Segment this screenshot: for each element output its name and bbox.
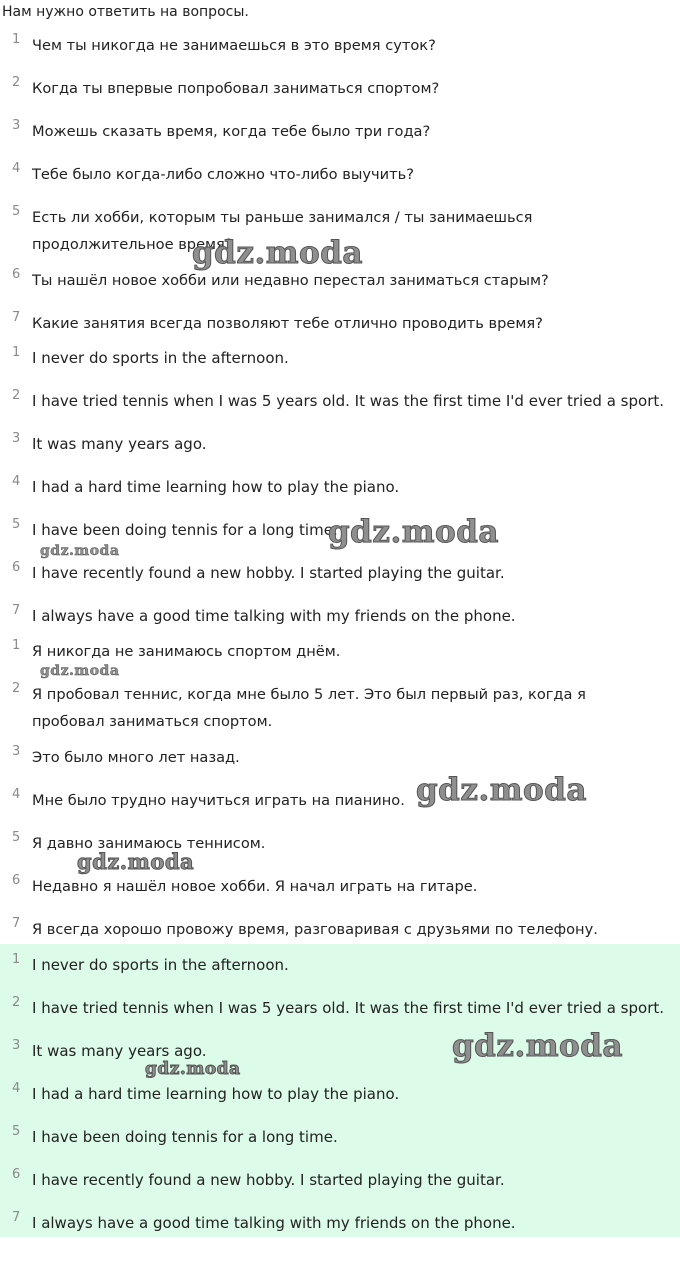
- intro-text: Нам нужно ответить на вопросы.: [2, 4, 249, 20]
- item-text: I have been doing tennis for a long time.: [32, 1128, 338, 1146]
- item-number: 5: [12, 830, 21, 845]
- answers-highlight-block: [0, 944, 680, 1237]
- item-text: I have tried tennis when I was 5 years old. It was the first time I'd ever tried a sport.: [32, 999, 665, 1017]
- item-number: 6: [12, 560, 21, 575]
- item-text: Мне было трудно научиться играть на пианино.: [32, 792, 405, 809]
- item-number: 7: [12, 1210, 21, 1225]
- item-number: 4: [12, 787, 21, 802]
- item-text: I always have a good time talking with my friends on the phone.: [32, 607, 516, 625]
- item-text: I have been doing tennis for a long time.: [32, 521, 338, 539]
- item-number: 1: [12, 952, 21, 967]
- item-number: 1: [12, 638, 21, 653]
- item-text: I never do sports in the afternoon.: [32, 956, 289, 974]
- item-text: Я давно занимаюсь теннисом.: [32, 835, 266, 852]
- item-number: 7: [12, 310, 21, 325]
- answers-en-list: [0, 345, 680, 635]
- item-text: I had a hard time learning how to play the piano.: [32, 1085, 400, 1103]
- item-number: 6: [12, 267, 21, 282]
- item-text: It was many years ago.: [32, 435, 207, 453]
- watermark: gdz.moda: [77, 849, 195, 874]
- watermark: gdz.moda: [416, 772, 587, 808]
- item-text: Это было много лет назад.: [32, 749, 240, 766]
- item-number: 2: [12, 681, 21, 696]
- item-number: 3: [12, 1038, 21, 1053]
- item-text: I have recently found a new hobby. I started playing the guitar.: [32, 1171, 505, 1189]
- item-text: Есть ли хобби, которым ты раньше занимался / ты занимаешься продолжительное время?: [32, 209, 533, 253]
- item-number: 3: [12, 744, 21, 759]
- item-text: Тебе было когда-либо сложно что-либо выучить?: [32, 166, 414, 183]
- item-number: 6: [12, 873, 21, 888]
- item-number: 2: [12, 75, 21, 90]
- item-text: Я никогда не занимаюсь спортом днём.: [32, 643, 341, 660]
- watermark: gdz.moda: [328, 514, 499, 550]
- item-number: 3: [12, 431, 21, 446]
- item-text: Чем ты никогда не занимаешься в это время суток?: [32, 37, 436, 54]
- item-number: 5: [12, 1124, 21, 1139]
- watermark: gdz.moda: [192, 235, 363, 271]
- item-number: 7: [12, 916, 21, 931]
- item-number: 2: [12, 995, 21, 1010]
- item-number: 2: [12, 388, 21, 403]
- item-text: I always have a good time talking with my friends on the phone.: [32, 1214, 516, 1232]
- item-text: Я пробовал теннис, когда мне было 5 лет. Это был первый раз, когда я пробовал заниматься спортом.: [32, 686, 586, 730]
- item-number: 4: [12, 474, 21, 489]
- item-text: Когда ты впервые попробовал заниматься спортом?: [32, 80, 440, 97]
- item-number: 7: [12, 603, 21, 618]
- item-number: 6: [12, 1167, 21, 1182]
- item-text: I never do sports in the afternoon.: [32, 349, 289, 367]
- item-text: I have tried tennis when I was 5 years old. It was the first time I'd ever tried a sport.: [32, 392, 665, 410]
- watermark: gdz.moda: [40, 663, 120, 679]
- item-text: Недавно я нашёл новое хобби. Я начал играть на гитаре.: [32, 878, 478, 895]
- item-number: 1: [12, 32, 21, 47]
- item-number: 4: [12, 161, 21, 176]
- item-text: Какие занятия всегда позволяют тебе отлично проводить время?: [32, 315, 543, 332]
- item-text: Я всегда хорошо провожу время, разговаривая с друзьями по телефону.: [32, 921, 598, 938]
- item-number: 1: [12, 345, 21, 360]
- questions-list: [0, 30, 680, 340]
- item-text: Ты нашёл новое хобби или недавно перестал заниматься старым?: [32, 272, 549, 289]
- watermark: gdz.moda: [40, 543, 120, 559]
- watermark: gdz.moda: [452, 1028, 623, 1064]
- item-number: 5: [12, 204, 21, 219]
- item-text: I had a hard time learning how to play the piano.: [32, 478, 400, 496]
- item-number: 4: [12, 1081, 21, 1096]
- item-text: It was many years ago.: [32, 1042, 207, 1060]
- item-text: I have recently found a new hobby. I started playing the guitar.: [32, 564, 505, 582]
- item-text: Можешь сказать время, когда тебе было три года?: [32, 123, 431, 140]
- item-number: 3: [12, 118, 21, 133]
- watermark: gdz.moda: [145, 1059, 241, 1079]
- item-number: 5: [12, 517, 21, 532]
